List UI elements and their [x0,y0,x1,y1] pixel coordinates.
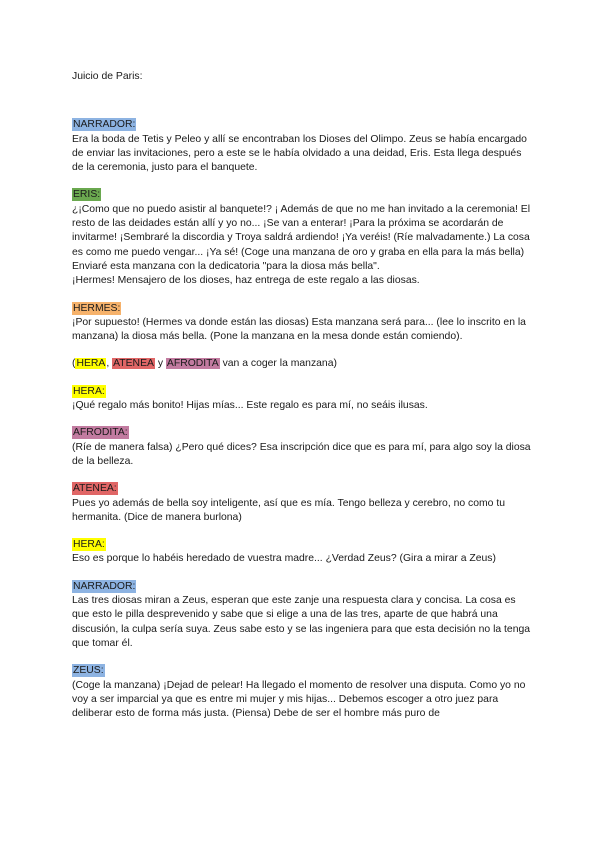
dialogue-text: ¡Hermes! Mensajero de los dioses, haz entrega de este regalo a las diosas. [72,275,420,287]
stage-sep: y [154,358,166,370]
speaker-label-hera: HERA: [73,385,105,397]
dialogue-text: ¡Qué regalo más bonito! Hijas mías... Este regalo es para mí, no seáis ilusas. [72,400,428,412]
speaker-label-atenea: ATENEA: [73,483,117,495]
page-title: Juicio de Paris: [72,71,143,82]
dialogue-text: ¿¡Como que no puedo asistir al banquete!? ¡ Además de que no me han invitado a la ceremonia! El resto de las deidades están allí y yo no... ¡Se van a enterar! ¡Para la próxima se acordarán de invitarme! ¡Sembraré la discordia y Troya saldrá ardiendo! ¡Ya veréis! (Ríe malvadamente.) La cosa es como me puedo vengar... ¡Ya sé! (Coge una manzana de oro y graba en ella para la más bella) Enviaré esta manzana con la dedicatoria "para la diosa más bella". [72,203,531,272]
dialogue-block-hera-2 [72,538,532,567]
stage-sep: , [106,358,113,370]
stage-open: ( [72,358,76,370]
speaker-label-hermes: HERMES: [73,302,121,314]
document-body [72,70,532,734]
dialogue-block-atenea [72,482,532,525]
dialogue-block-hermes [72,302,532,345]
stage-rest: van a coger la manzana) [219,358,337,370]
dialogue-text: Era la boda de Tetis y Peleo y allí se encontraban los Dioses del Olimpo. Zeus se había encargado de enviar las invitaciones, pero a este se le había olvidado a una deidad, Eris. Esta llega después de la ceremonia, justo para el banquete. [72,133,527,174]
speaker-label-eris: ERIS: [73,189,101,201]
dialogue-block-eris [72,188,532,288]
dialogue-text: Pues yo además de bella soy inteligente, así que es mía. Tengo belleza y cerebro, no como tu hermanita. (Dice de manera burlona) [72,497,506,523]
stage-afrodita: AFRODITA [166,358,219,370]
dialogue-block-narrador-2 [72,580,532,651]
speaker-label-narrador: NARRADOR: [73,119,136,131]
dialogue-text: Eso es porque lo habéis heredado de vuestra madre... ¿Verdad Zeus? (Gira a mirar a Zeus) [72,553,496,565]
dialogue-text: (Ríe de manera falsa) ¿Pero qué dices? Esa inscripción dice que es para mí, para algo soy la diosa de la belleza. [72,441,531,467]
speaker-label-afrodita: AFRODITA: [73,427,128,439]
dialogue-block-zeus [72,664,532,721]
dialogue-block-narrador-1 [72,118,532,175]
dialogue-text: (Coge la manzana) ¡Dejad de pelear! Ha llegado el momento de resolver una disputa. Como yo no voy a ser imparcial ya que es entre mi mujer y mis hijas... Debemos escoger a otro juez para deliberar esto de forma más justa. (Piensa) Debe de ser el hombre más puro de [72,679,526,720]
stage-direction [72,357,532,371]
dialogue-block-afrodita [72,426,532,469]
stage-atenea: ATENEA [113,358,154,370]
dialogue-block-hera-1 [72,385,532,414]
stage-hera: HERA [76,358,106,370]
speaker-label-hera: HERA: [73,539,105,551]
speaker-label-narrador: NARRADOR: [73,580,136,592]
speaker-label-zeus: ZEUS: [73,665,104,677]
dialogue-text: ¡Por supuesto! (Hermes va donde están las diosas) Esta manzana será para... (lee lo inscrito en la manzana) la diosa más bella. (Pone la manzana en la mesa donde están comiendo). [72,316,526,343]
dialogue-text: Las tres diosas miran a Zeus, esperan que este zanje una respuesta clara y concisa. La cosa es que esto le pilla desprevenido y sabe que si elige a una de las tres, aparte de que habrá una discusión, la culpa sería suya. Zeus sabe esto y se las ingeniera para que esta decisión no la tenga que tomar él. [72,595,531,649]
